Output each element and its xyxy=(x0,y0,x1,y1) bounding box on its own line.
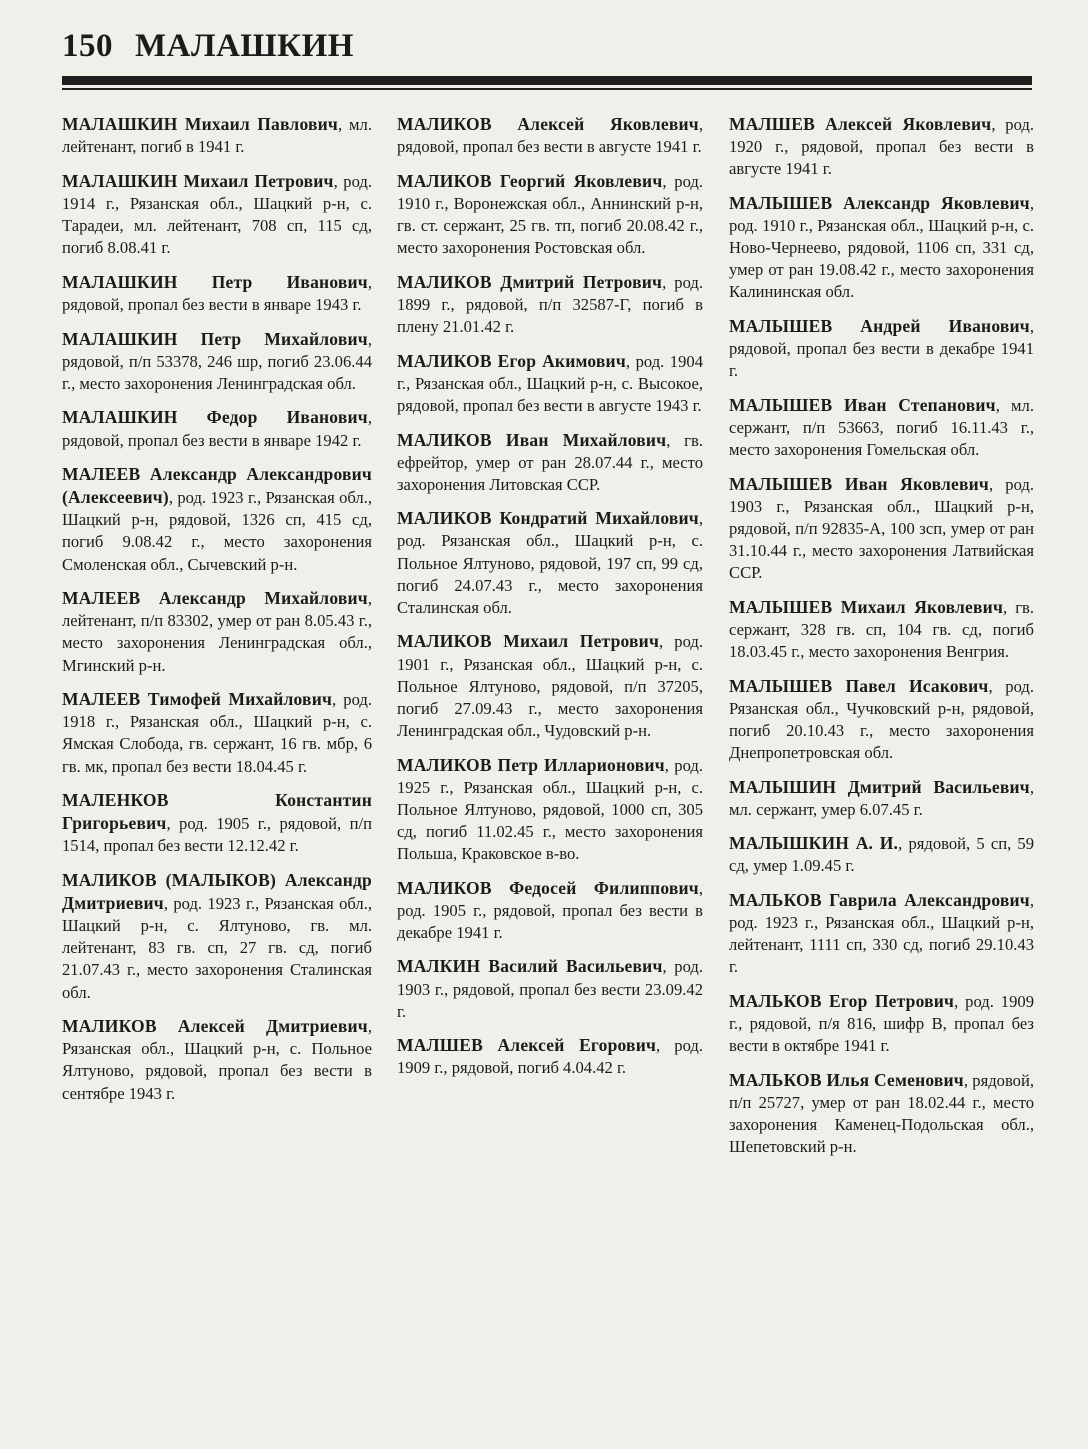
header-rule-thin xyxy=(62,88,1032,90)
entry-separator: , xyxy=(367,1017,372,1037)
entry-separator: , xyxy=(367,272,372,292)
entry xyxy=(729,990,1034,1057)
entry-name: МАЛАШКИН Петр Иванович xyxy=(62,271,368,292)
entry-name: МАЛЬКОВ Гаврила Александрович xyxy=(729,890,1030,911)
entry-name: МАЛАШКИН Михаил Петрович xyxy=(62,170,334,191)
entry-text: род. Рязанская обл., Чучковский р-н, рядовой, погиб 20.10.43 г., место захоронения Днепропетровская обл. xyxy=(729,676,1035,762)
entry-name: МАЛИКОВ Петр Илларионович xyxy=(397,754,665,775)
running-title: МАЛАШКИН xyxy=(135,28,354,64)
entry-separator: , xyxy=(1003,597,1008,617)
entry-separator: , xyxy=(166,814,171,834)
entry-text: лейтенант, п/п 83302, умер от ран 8.05.43 г., место захоронения Ленинградская обл., Мгинский р-н. xyxy=(62,611,372,675)
entry-text: мл. сержант, п/п 53663, погиб 16.11.43 г., место захоронения Гомельская обл. xyxy=(729,395,1034,459)
entry-separator: , xyxy=(625,351,631,371)
entry xyxy=(729,1069,1034,1158)
entry-separator: , xyxy=(963,1071,969,1090)
column-2 xyxy=(397,113,703,1091)
entry-separator: , xyxy=(698,509,703,529)
entry-text: род. 1905 г., рядовой, п/п 1514, пропал без вести 12.12.42 г. xyxy=(62,814,372,856)
entry-text: род. 1909 г., рядовой, п/я 816, шифр В, пропал без вести в октябре 1941 г. xyxy=(729,992,1034,1056)
entry-text: род. 1901 г., Рязанская обл., Шацкий р-н, с. Польное Ялтуново, рядовой, п/п 37205, погиб 27.09.43 г., место захоронения Ленинградская обл., Чудовский р-н. xyxy=(397,632,704,740)
entry xyxy=(729,889,1034,978)
entry-text: род. 1909 г., рядовой, погиб 4.04.42 г. xyxy=(397,1036,703,1078)
entry xyxy=(397,630,703,741)
entry-text: род. Рязанская обл., Шацкий р-н, с. Польное Ялтуново, рядовой, 197 сп, 99 сд, погиб 24.07.43 г., место захоронения Сталинская обл. xyxy=(397,531,703,617)
entry xyxy=(729,675,1034,764)
entry xyxy=(729,473,1034,584)
entry-separator: , xyxy=(698,878,703,898)
entry-name: МАЛЬКОВ Егор Петрович xyxy=(729,991,955,1012)
page-header xyxy=(62,26,354,66)
entry-name: МАЛЕНКОВ Константин Григорьевич xyxy=(62,790,372,834)
entry-text: род. 1905 г., рядовой, пропал без вести в декабре 1941 г. xyxy=(397,900,703,942)
entry-name: МАЛКИН Василий Васильевич xyxy=(397,956,663,977)
entry-text: рядовой, пропал без вести в августе 1941 г. xyxy=(397,137,702,157)
entry xyxy=(62,113,372,158)
header-rule-thick xyxy=(62,76,1032,85)
entry-text: род. 1910 г., Воронежская обл., Аннинский р-н, гв. ст. сержант, 25 гв. тп, погиб 20.08.42 г., место захоронения Ростовская обл. xyxy=(397,171,704,258)
entry xyxy=(62,328,372,395)
entry-separator: , xyxy=(163,894,168,914)
entry-name: МАЛЫШЕВ Андрей Иванович xyxy=(729,315,1030,336)
entry-text: род. 1923 г., Рязанская обл., Шацкий р-н, рядовой, 1326 сп, 415 сд, погиб 9.08.42 г., место захоронения Смоленская обл., Сычевский р-н. xyxy=(62,488,372,574)
entry xyxy=(729,596,1034,663)
entry-text: Рязанская обл., Шацкий р-н, с. Польное Ялтуново, рядовой, пропал без вести в сентябре 1943 г. xyxy=(62,1039,372,1103)
entry-name: МАЛИКОВ Михаил Петрович xyxy=(397,631,660,652)
entry-name: МАЛЕЕВ Александр Михайлович xyxy=(62,588,368,609)
entry-name: МАЛИКОВ Кондратий Михайлович xyxy=(397,508,699,529)
entry xyxy=(62,170,372,259)
entry-name: МАЛИКОВ Егор Акимович xyxy=(397,350,626,371)
entry xyxy=(62,688,372,777)
entry-separator: , xyxy=(659,632,664,652)
entry-text: род. 1903 г., рядовой, пропал без вести 23.09.42 г. xyxy=(397,957,703,1021)
entry-separator: , xyxy=(1029,891,1034,911)
entry-name: МАЛАШКИН Петр Михайлович xyxy=(62,328,368,349)
entry-text: род. 1910 г., Рязанская обл., Шацкий р-н, с. Ново-Чернеево, рядовой, 1106 сп, 331 сд, умер от ран 19.08.42 г., место захоронения Калининская обл. xyxy=(729,215,1034,302)
entry-text: род. 1920 г., рядовой, пропал без вести в августе 1941 г. xyxy=(729,115,1034,179)
entry-text: род. 1904 г., Рязанская обл., Шацкий р-н, с. Высокое, рядовой, пропал без вести в августе 1943 г. xyxy=(397,351,703,415)
entry-separator: , xyxy=(662,171,667,191)
entry-separator: , xyxy=(333,171,338,191)
entry xyxy=(62,789,372,857)
entry-name: МАЛИКОВ Алексей Дмитриевич xyxy=(62,1016,368,1037)
entry-text: мл. сержант, умер 6.07.45 г. xyxy=(729,799,923,819)
entry xyxy=(729,394,1034,461)
entry-separator: , xyxy=(1029,193,1034,213)
entry-name: МАЛАШКИН Федор Иванович xyxy=(62,407,368,428)
entry-separator: , xyxy=(656,1036,661,1056)
column-1 xyxy=(62,113,372,1116)
entry-separator: , xyxy=(168,488,174,508)
entry-name: МАЛИКОВ Дмитрий Петрович xyxy=(397,271,663,292)
entry-name: МАЛШЕВ Алексей Егорович xyxy=(397,1035,657,1056)
entry-separator: , xyxy=(898,834,903,854)
entry-separator: , xyxy=(954,992,959,1012)
entry-separator: , xyxy=(989,474,994,494)
entry xyxy=(397,955,703,1022)
entry xyxy=(729,113,1034,180)
entry xyxy=(62,1015,372,1104)
entry-text: рядовой, пропал без вести в январе 1943 г. xyxy=(62,294,362,314)
entry-text: рядовой, пропал без вести в декабре 1941 г. xyxy=(729,339,1034,381)
entry-name: МАЛИКОВ Федосей Филиппович xyxy=(397,877,699,898)
entry-separator: , xyxy=(995,395,1000,415)
entry-separator: , xyxy=(662,272,667,292)
entry xyxy=(62,869,372,1004)
entry xyxy=(729,776,1034,821)
entry-name: МАЛЫШЕВ Иван Степанович xyxy=(729,394,996,415)
entry-text: род. 1899 г., рядовой, п/п 32587-Г, погиб в плену 21.01.42 г. xyxy=(397,272,703,336)
entry-name: МАЛЫШЕВ Михаил Яковлевич xyxy=(729,596,1004,617)
entry-separator: , xyxy=(988,676,993,696)
entry-name: МАЛЫШЕВ Павел Исакович xyxy=(729,675,989,696)
entry-name: МАЛЫШЕВ Александр Яковлевич xyxy=(729,192,1030,213)
entry-separator: , xyxy=(1029,777,1034,797)
entry-separator: , xyxy=(698,115,703,134)
entry xyxy=(397,271,703,338)
entry-name: МАЛЕЕВ Тимофей Михайлович xyxy=(62,689,333,710)
entry-name: МАЛЫШКИН А. И. xyxy=(729,833,899,854)
entry-text: род. 1923 г., Рязанская обл., Шацкий р-н, с. Ялтуново, гв. мл. лейтенант, 83 гв. сп, 27 гв. сд, погиб 21.07.43 г., место захоронения Сталинская обл. xyxy=(62,894,372,1002)
entry-name: МАЛЬКОВ Илья Семенович xyxy=(729,1070,964,1090)
entry xyxy=(397,113,703,158)
entry xyxy=(62,463,372,575)
entry xyxy=(397,170,703,259)
entry-separator: , xyxy=(666,430,671,450)
entry-separator: , xyxy=(664,755,669,775)
entry-text: рядовой, пропал без вести в январе 1942 г. xyxy=(62,430,362,450)
entry-separator: , xyxy=(367,408,372,428)
entry-text: род. 1925 г., Рязанская обл., Шацкий р-н, с. Польное Ялтуново, рядовой, 1000 сп, 305 сд, погиб 11.02.45 г., место захоронения Польша, Краковское в-во. xyxy=(397,755,703,863)
entry xyxy=(729,192,1034,303)
entry-separator: , xyxy=(1029,316,1034,336)
entry xyxy=(729,315,1034,382)
entry-separator: , xyxy=(337,115,343,134)
entry-separator: , xyxy=(662,957,667,977)
entry-separator: , xyxy=(367,329,372,349)
entry-separator: , xyxy=(991,115,996,134)
entry-name: МАЛАШКИН Михаил Павлович xyxy=(62,114,338,134)
entry-text: мл. лейтенант, погиб в 1941 г. xyxy=(62,115,372,157)
entry-name: МАЛИКОВ Иван Михайлович xyxy=(397,429,667,450)
column-3 xyxy=(729,113,1034,1170)
entry-text: рядовой, п/п 25727, умер от ран 18.02.44 г., место захоронения Каменец-Подольская обл., Шепетовский р-н. xyxy=(729,1071,1034,1157)
entry xyxy=(62,587,372,676)
entry-name: МАЛИКОВ Георгий Яковлевич xyxy=(397,170,663,191)
entry-name: МАЛШЕВ Алексей Яковлевич xyxy=(729,114,992,134)
page-number: 150 xyxy=(62,28,113,64)
entry-text: род. 1923 г., Рязанская обл., Шацкий р-н, лейтенант, 1111 сп, 330 сд, погиб 29.10.43 г. xyxy=(729,913,1034,977)
entry-text: рядовой, п/п 53378, 246 шр, погиб 23.06.44 г., место захоронения Ленинградская обл. xyxy=(62,351,372,393)
entry xyxy=(397,429,703,496)
entry-text: род. 1914 г., Рязанская обл., Шацкий р-н, с. Тарадеи, мл. лейтенант, 708 сп, 115 сд, погиб 8.08.41 г. xyxy=(62,171,372,258)
entry-name: МАЛЫШИН Дмитрий Васильевич xyxy=(729,776,1030,797)
entry-text: гв. ефрейтор, умер от ран 28.07.44 г., место захоронения Литовская ССР. xyxy=(397,430,703,494)
entry-name: МАЛЫШЕВ Иван Яковлевич xyxy=(729,473,989,494)
entry-name: МАЛЕЕВ Александр Александрович (Алексеевич) xyxy=(62,464,372,508)
entry xyxy=(397,1034,703,1079)
entry xyxy=(397,754,703,865)
entry-text: род. 1903 г., Рязанская обл., Шацкий р-н, рядовой, п/п 92835-А, 100 зсп, умер от ран 31.10.44 г., место захоронения Латвийская ССР. xyxy=(729,474,1035,583)
entry xyxy=(729,832,1034,877)
entry-text: рядовой, 5 сп, 59 сд, умер 1.09.45 г. xyxy=(729,834,1034,876)
entry xyxy=(397,350,703,417)
entry-text: род. 1918 г., Рязанская обл., Шацкий р-н, с. Ямская Слобода, гв. сержант, 16 гв. мбр, 6 гв. мк, пропал без вести 18.04.45 г. xyxy=(62,690,372,776)
entry-separator: , xyxy=(367,589,372,609)
entry xyxy=(62,271,372,316)
entry-name: МАЛИКОВ Алексей Яковлевич xyxy=(397,114,699,134)
entry xyxy=(397,877,703,944)
entry-text: гв. сержант, 328 гв. сп, 104 гв. сд, погиб 18.03.45 г., место захоронения Венгрия. xyxy=(729,597,1034,661)
entry-name: МАЛИКОВ (МАЛЫКОВ) Александр Дмитриевич xyxy=(62,870,372,914)
entry xyxy=(62,406,372,451)
entry xyxy=(397,507,703,618)
entry-separator: , xyxy=(332,690,337,710)
